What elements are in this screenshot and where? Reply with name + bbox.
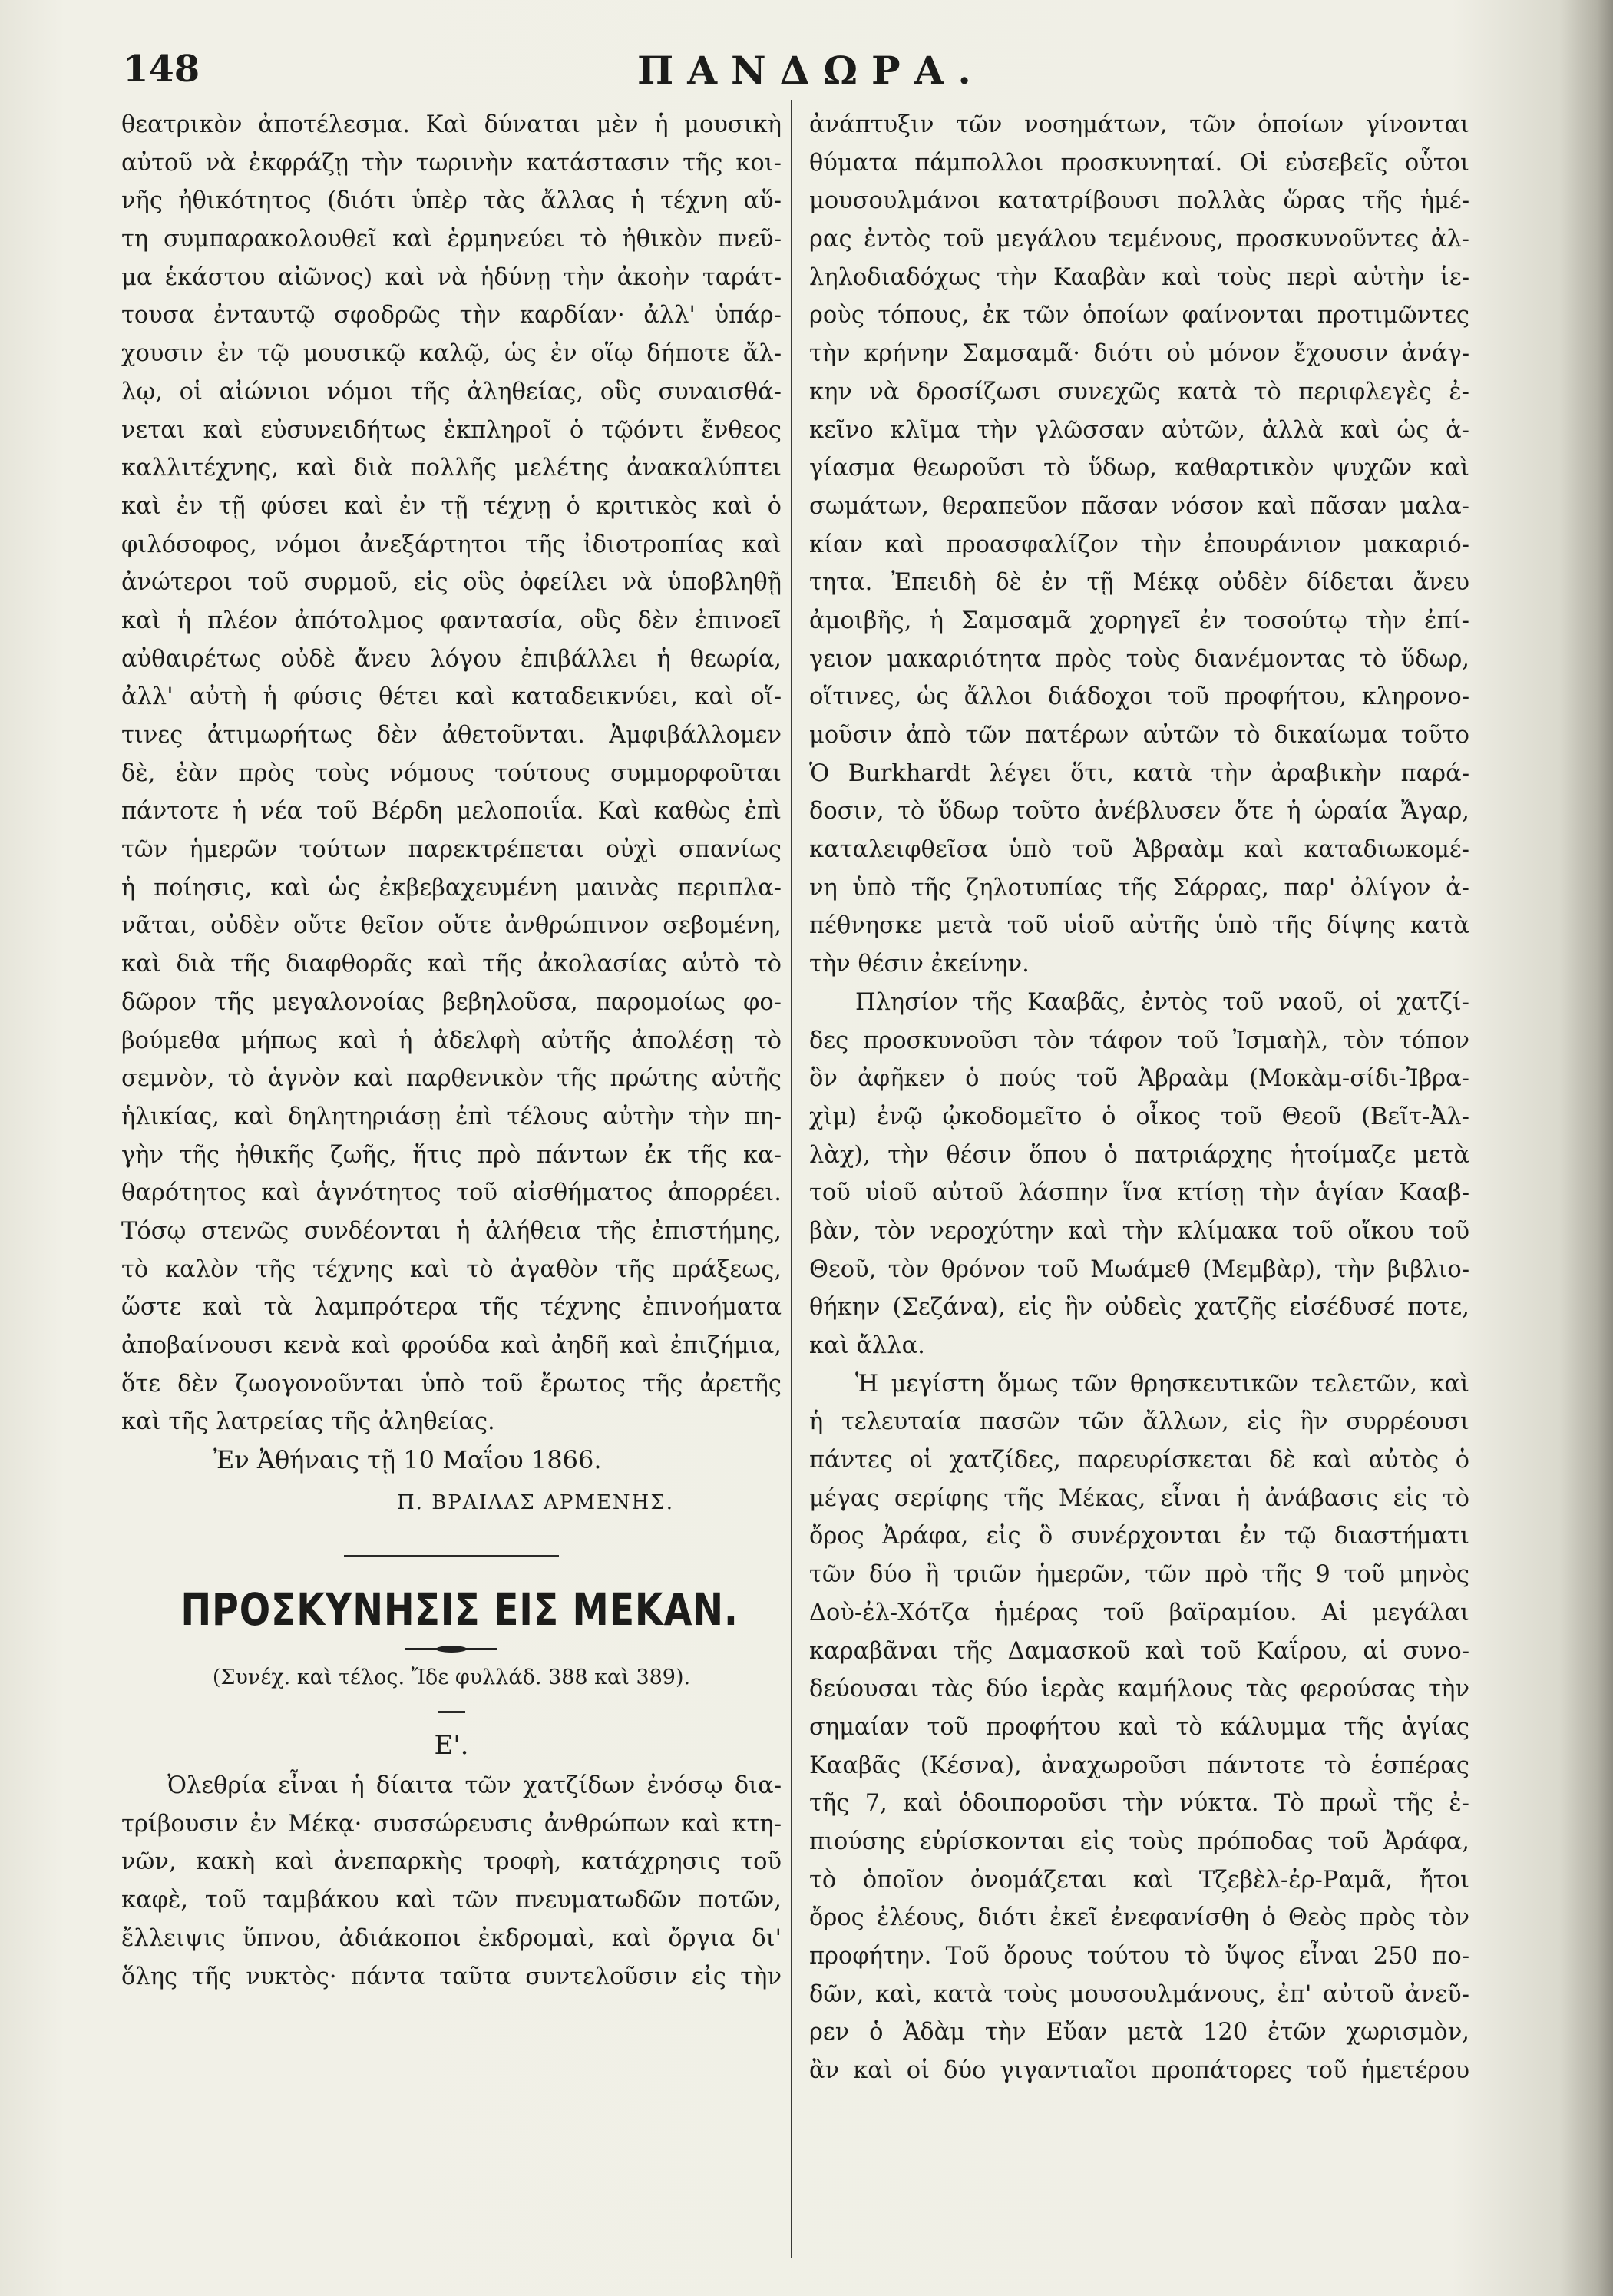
- text-line: ρεν ὁ Ἀδὰμ τὴν Εὔαν μετὰ 120 ἐτῶν χωρισμὸν,: [809, 2019, 1469, 2046]
- text-line: καὶ διὰ τῆς διαφθορᾶς καὶ τῆς ἀκολασίας αὐτὸ τὸ: [121, 951, 782, 978]
- text-line: καταλειφθεῖσα ὑπὸ τοῦ Ἀβραὰμ καὶ καταδιωκομέ-: [809, 836, 1469, 864]
- text-line: νεται καὶ εὐσυνειδήτως ἐκπληροῖ ὁ τῷόντι ἔνθεος: [121, 416, 782, 444]
- right-column-text-a: [809, 106, 1469, 984]
- text-line: τὸ ὁποῖον ὀνομάζεται καὶ Τζεβὲλ-ἐρ-Ραμᾶ, ἤτοι: [809, 1866, 1469, 1894]
- text-line: τῶν δύο ἢ τριῶν ἡμερῶν, τῶν πρὸ τῆς 9 τοῦ μηνὸς: [809, 1561, 1469, 1589]
- text-line: νῆς ἠθικότητος (διότι ὑπὲρ τὰς ἄλλας ἡ τέχνη αὕ-: [121, 187, 782, 215]
- text-line: καὶ ἄλλα.: [809, 1332, 925, 1359]
- text-line: πιούσης εὑρίσκονται εἰς τοὺς πρόποδας τοῦ Ἀράφα,: [809, 1828, 1469, 1855]
- text-line: χὶμ) ἐνῷ ᾠκοδομεῖτο ὁ οἶκος τοῦ Θεοῦ (Βεῖτ-Ἀλ-: [809, 1103, 1469, 1130]
- text-line: λῳ, οἱ αἰώνιοι νόμοι τῆς ἀληθείας, οὓς συναισθά-: [121, 378, 782, 405]
- text-line: τρίβουσιν ἐν Μέκᾳ· συσσώρευσις ἀνθρώπων καὶ κτη-: [121, 1810, 782, 1838]
- text-line: μοῦσιν ἀπὸ τῶν πατέρων αὐτῶν τὸ δικαίωμα τοῦτο: [809, 722, 1469, 749]
- right-column: [809, 106, 1469, 2090]
- text-line: καφὲ, τοῦ ταμβάκου καὶ τῶν πνευματωδῶν ποτῶν,: [121, 1887, 782, 1914]
- text-line: μουσουλμάνοι κατατρίβουσι πολλὰς ὥρας τῆς ἡμέ-: [809, 187, 1469, 215]
- continuation-note: (Συνέχ. καὶ τέλος. Ἴδε φυλλάδ. 388 καὶ 389).: [212, 1666, 691, 1690]
- text-line: Δοὺ-ἐλ-Χότζα ἡμέρας τοῦ βαϊραμίου. Αἱ μεγάλαι: [809, 1599, 1469, 1626]
- text-line: Ἡ μεγίστη ὅμως τῶν θρησκευτικῶν τελετῶν, καὶ: [855, 1370, 1469, 1398]
- section-heading: Ε'.: [434, 1730, 469, 1762]
- text-line: τουσα ἐνταυτῷ σφοδρῶς τὴν καρδίαν· ἀλλ' ὑπάρ-: [121, 302, 782, 329]
- left-column: [121, 106, 782, 1996]
- text-line: δες προσκυνοῦσι τὸν τάφον τοῦ Ἰσμαὴλ, τὸν τόπον: [809, 1027, 1469, 1054]
- text-line: ὅτε δὲν ζωογονοῦνται ὑπὸ τοῦ ἔρωτος τῆς ἀρετῆς: [121, 1370, 782, 1398]
- text-line: σωμάτων, θεραπεῦον πᾶσαν νόσον καὶ πᾶσαν μαλα-: [809, 492, 1469, 520]
- text-line: ὃν ἀφῆκεν ὁ πούς τοῦ Ἀβραὰμ (Μοκὰμ-σίδι-Ἰβρα-: [809, 1065, 1469, 1093]
- text-line: χουσιν ἐν τῷ μουσικῷ καλῷ, ὡς ἐν οἵῳ δήποτε ἄλ-: [121, 340, 782, 368]
- text-line: λὰχ), τὴν θέσιν ὅπου ὁ πατριάρχης ἡτοίμαζε μετὰ: [809, 1141, 1469, 1169]
- text-line: σεμνὸν, τὸ ἁγνὸν καὶ παρθενικὸν τῆς πρώτης αὐτῆς: [121, 1065, 782, 1093]
- text-line: Πλησίον τῆς Κααβᾶς, ἐντὸς τοῦ ναοῦ, οἱ χατζί-: [855, 988, 1469, 1016]
- text-line: δοσιν, τὸ ὕδωρ τοῦτο ἀνέβλυσεν ὅτε ἡ ὡραία Ἄγαρ,: [809, 798, 1469, 825]
- text-line: ἀποβαίνουσι κενὰ καὶ φρούδα καὶ ἀηδῆ καὶ ἐπιζήμια,: [121, 1332, 782, 1359]
- text-line: Θεοῦ, τὸν θρόνον τοῦ Μωάμεθ (Μεμβὰρ), τὴν βιβλιο-: [809, 1256, 1469, 1283]
- text-line: φιλόσοφος, νόμοι ἀνεξάρτητοι τῆς ἰδιοτροπίας καὶ: [121, 531, 782, 558]
- text-line: τὴν θέσιν ἐκείνην.: [809, 951, 1030, 978]
- text-line: πάντοτε ἡ νέα τοῦ Βέρδη μελοποιΐα. Καὶ καθὼς ἐπὶ: [121, 798, 782, 825]
- text-line: πέθνησκε μετὰ τοῦ υἱοῦ αὐτῆς ὑπὸ τῆς δίψης κατὰ: [809, 912, 1469, 940]
- text-line: τὸ καλὸν τῆς τέχνης καὶ τὸ ἀγαθὸν τῆς πράξεως,: [121, 1256, 782, 1283]
- text-line: ἀλλ' αὐτὴ ἡ φύσις θέτει καὶ καταδεικνύει, καὶ οἵ-: [121, 683, 782, 711]
- text-line: βὰν, τὸν νεροχύτην καὶ τὴν κλίμακα τοῦ οἴκου τοῦ: [809, 1217, 1469, 1245]
- text-line: ὄρος ἐλέους, διότι ἐκεῖ ἐνεφανίσθη ὁ Θεὸς πρὸς τὸν: [809, 1904, 1469, 1932]
- text-line: καλλιτέχνης, καὶ διὰ πολλῆς μελέτης ἀνακαλύπτει: [121, 455, 782, 482]
- text-line: προφήτην. Τοῦ ὄρους τούτου τὸ ὕψος εἶναι 250 πο-: [809, 1943, 1469, 1970]
- text-line: ὥστε καὶ τὰ λαμπρότερα τῆς τέχνης ἐπινοήματα: [121, 1294, 782, 1322]
- text-line: τινες ἀτιμωρήτως δὲν ἀθετοῦνται. Ἀμφιβάλλομεν: [121, 722, 782, 749]
- binding-shadow: [1559, 0, 1613, 2296]
- text-line: νῶν, κακὴ καὶ ἀνεπαρκὴς τροφὴ, κατάχρησις τοῦ: [121, 1848, 782, 1876]
- text-line: κεῖνο κλῖμα τὴν γλῶσσαν αὐτῶν, ἀλλὰ καὶ ὡς ἁ-: [809, 416, 1469, 444]
- text-line: ροὺς τόπους, ἐκ τῶν ὁποίων φαίνονται προτιμῶντες: [809, 302, 1469, 329]
- text-line: τοῦ υἱοῦ αὐτοῦ λάσπην ἵνα κτίσῃ τὴν ἁγίαν Κααβ-: [809, 1179, 1469, 1207]
- text-line: αὐθαιρέτως οὐδὲ ἄνευ λόγου ἐπιβάλλει ἡ θεωρία,: [121, 645, 782, 673]
- text-line: μέγας σερίφης τῆς Μέκας, εἶναι ἡ ἀνάβασις εἰς τὸ: [809, 1484, 1469, 1512]
- right-column-text-c: [809, 1365, 1469, 2090]
- text-line: τητα. Ἐπειδὴ δὲ ἐν τῇ Μέκᾳ οὐδὲν δίδεται ἄνευ: [809, 569, 1469, 597]
- text-line: καὶ ἐν τῇ φύσει καὶ ἐν τῇ τέχνῃ ὁ κριτικὸς καὶ ὁ: [121, 492, 782, 520]
- text-line: καὶ τῆς λατρείας τῆς ἀληθείας.: [121, 1408, 495, 1436]
- text-line: Ὀλεθρία εἶναι ἡ δίαιτα τῶν χατζίδων ἐνόσῳ δια-: [167, 1772, 782, 1800]
- short-rule: [438, 1711, 465, 1713]
- text-line: ἔλλειψις ὕπνου, ἀδιάκοποι ἐκδρομαὶ, καὶ ὄργια δι': [121, 1924, 782, 1952]
- text-line: ἡλικίας, καὶ δηλητηριάσῃ ἐπὶ τέλους αὐτὴν τὴν πη-: [121, 1103, 782, 1130]
- text-line: δεύουσαι τὰς δύο ἱερὰς καμήλους τὰς φερούσας τὴν: [809, 1676, 1469, 1703]
- text-line: ὄρος Ἀράφα, εἰς ὃ συνέρχονται ἐν τῷ διαστήματι: [809, 1523, 1469, 1550]
- text-line: τη συμπαρακολουθεῖ καὶ ἑρμηνεύει τὸ ἠθικὸν πνεῦ-: [121, 226, 782, 253]
- text-line: ἀνάπτυξιν τῶν νοσημάτων, τῶν ὁποίων γίνονται: [809, 111, 1469, 138]
- text-line: κίαν καὶ προασφαλίζον τὴν ἐπουράνιον μακαριό-: [809, 531, 1469, 558]
- article-title: ΠΡΟΣΚΥΝΗΣΙΣ ΕΙΣ ΜΕΚΑΝ.: [180, 1583, 739, 1636]
- text-line: θήκην (Σεζάνα), εἰς ἣν οὐδεὶς χατζῆς εἰσέδυσέ ποτε,: [809, 1294, 1469, 1322]
- text-line: σημαίαν τοῦ προφήτου καὶ τὸ κάλυμμα τῆς ἁγίας: [809, 1713, 1469, 1741]
- text-line: οἵτινες, ὡς ἄλλοι διάδοχοι τοῦ προφήτου, κληρονο-: [809, 683, 1469, 711]
- text-line: τῶν ἡμερῶν τούτων παρεκτρέπεται οὐχὶ σπανίως: [121, 836, 782, 864]
- text-line: ἡ ποίησις, καὶ ὡς ἐκβεβαχευμένη μαινὰς περιπλα-: [121, 874, 782, 902]
- text-line: ἡ τελευταία πασῶν τῶν ἄλλων, εἰς ἣν συρρέουσι: [809, 1408, 1469, 1436]
- text-line: θύματα πάμπολλοι προσκυνηταί. Οἱ εὐσεβεῖς οὗτοι: [809, 149, 1469, 177]
- text-line: καὶ ἡ πλέον ἀπότολμος φαντασία, οὓς δὲν ἐπινοεῖ: [121, 607, 782, 634]
- text-line: κην νὰ δροσίζωσι συνεχῶς κατὰ τὸ περιφλεγὲς ἐ-: [809, 378, 1469, 405]
- text-line: Κααβᾶς (Κέσνα), ἀναχωροῦσι πάντοτε τὸ ἑσπέρας: [809, 1752, 1469, 1779]
- right-column-text-b: [809, 984, 1469, 1365]
- text-line: καραβᾶναι τῆς Δαμασκοῦ καὶ τοῦ Καΐρου, αἱ συνο-: [809, 1637, 1469, 1665]
- text-line: ληλοδιαδόχως τὴν Κααβὰν καὶ τοὺς περὶ αὐτὴν ἱε-: [809, 263, 1469, 291]
- text-line: βούμεθα μήπως καὶ ἡ ἀδελφὴ αὐτῆς ἀπολέσῃ τὸ: [121, 1027, 782, 1054]
- running-title: ΠΑΝΔΩΡΑ.: [637, 48, 985, 93]
- text-line: δῶν, καὶ, κατὰ τοὺς μουσουλμάνους, ἐπ' αὐτοῦ ἀνεῦ-: [809, 1980, 1469, 2008]
- text-line: γειον μακαριότητα πρὸς τοὺς διανέμοντας τὸ ὕδωρ,: [809, 645, 1469, 673]
- text-line: θεατρικὸν ἀποτέλεσμα. Καὶ δύναται μὲν ἡ μουσικὴ: [121, 111, 782, 138]
- author-signature: Π. ΒΡΑΙΛΑΣ ΑΡΜΕΝΗΣ.: [397, 1491, 674, 1515]
- page-number: 148: [123, 48, 200, 91]
- text-line: νη ὑπὸ τῆς ζηλοτυπίας τῆς Σάρρας, παρ' ὀλίγον ἀ-: [809, 874, 1469, 902]
- text-line: δῶρον τῆς μεγαλονοίας βεβηλοῦσα, παρομοίως φο-: [121, 988, 782, 1016]
- text-line: δὲ, ἐὰν πρὸς τοὺς νόμους τούτους συμμορφοῦται: [121, 759, 782, 787]
- text-line: ἂν καὶ οἱ δύο γιγαντιαῖοι προπάτορες τοῦ ἡμετέρου: [809, 2057, 1469, 2085]
- text-line: Ὁ Burkhardt λέγει ὅτι, κατὰ τὴν ἀραβικὴν παρά-: [809, 759, 1469, 787]
- ornament-divider: [121, 1639, 782, 1659]
- text-line: πάντες οἱ χατζίδες, παρευρίσκεται δὲ καὶ αὐτὸς ὁ: [809, 1447, 1469, 1474]
- dateline: Ἐν Ἀθήναις τῇ 10 Μαΐου 1866.: [213, 1445, 602, 1475]
- text-line: μα ἑκάστου αἰῶνος) καὶ νὰ ἡδύνῃ τὴν ἀκοὴν ταράτ-: [121, 263, 782, 291]
- text-line: γίασμα θεωροῦσι τὸ ὕδωρ, καθαρτικὸν ψυχῶν καὶ: [809, 455, 1469, 482]
- text-line: νᾶται, οὐδὲν οὔτε θεῖον οὔτε ἀνθρώπινον σεβομένη,: [121, 912, 782, 940]
- text-line: Τόσῳ στενῶς συνδέονται ἡ ἀλήθεια τῆς ἐπιστήμης,: [121, 1217, 782, 1245]
- text-line: ὅλης τῆς νυκτὸς· πάντα ταῦτα συντελοῦσιν εἰς τὴν: [121, 1963, 782, 1990]
- text-line: θαρότητος καὶ ἁγνότητος τοῦ αἰσθήματος ἀπορρέει.: [121, 1179, 782, 1207]
- separator-rule: [344, 1555, 559, 1557]
- column-divider: [791, 100, 792, 2258]
- text-line: ρας ἐντὸς τοῦ μεγάλου τεμένους, προσκυνοῦντες ἀλ-: [809, 226, 1469, 253]
- text-line: αὐτοῦ νὰ ἐκφράζῃ τὴν τωρινὴν κατάστασιν τῆς κοι-: [121, 149, 782, 177]
- text-line: γὴν τῆς ἠθικῆς ζωῆς, ἥτις πρὸ πάντων ἐκ τῆς κα-: [121, 1141, 782, 1169]
- section-text: [121, 1767, 782, 1996]
- text-line: τὴν κρήνην Σαμσαμᾶ· διότι οὐ μόνον ἔχουσιν ἀνάγ-: [809, 340, 1469, 368]
- left-column-text: [121, 106, 782, 1441]
- text-line: ἀνώτεροι τοῦ συρμοῦ, εἰς οὓς ὀφείλει νὰ ὑποβληθῇ: [121, 569, 782, 597]
- text-line: τῆς 7, καὶ ὁδοιποροῦσι τὴν νύκτα. Τὸ πρωῒ τῆς ἐ-: [809, 1790, 1469, 1818]
- text-line: ἀμοιβῆς, ἡ Σαμσαμᾶ χορηγεῖ ἐν τοσούτῳ τὴν ἐπί-: [809, 607, 1469, 634]
